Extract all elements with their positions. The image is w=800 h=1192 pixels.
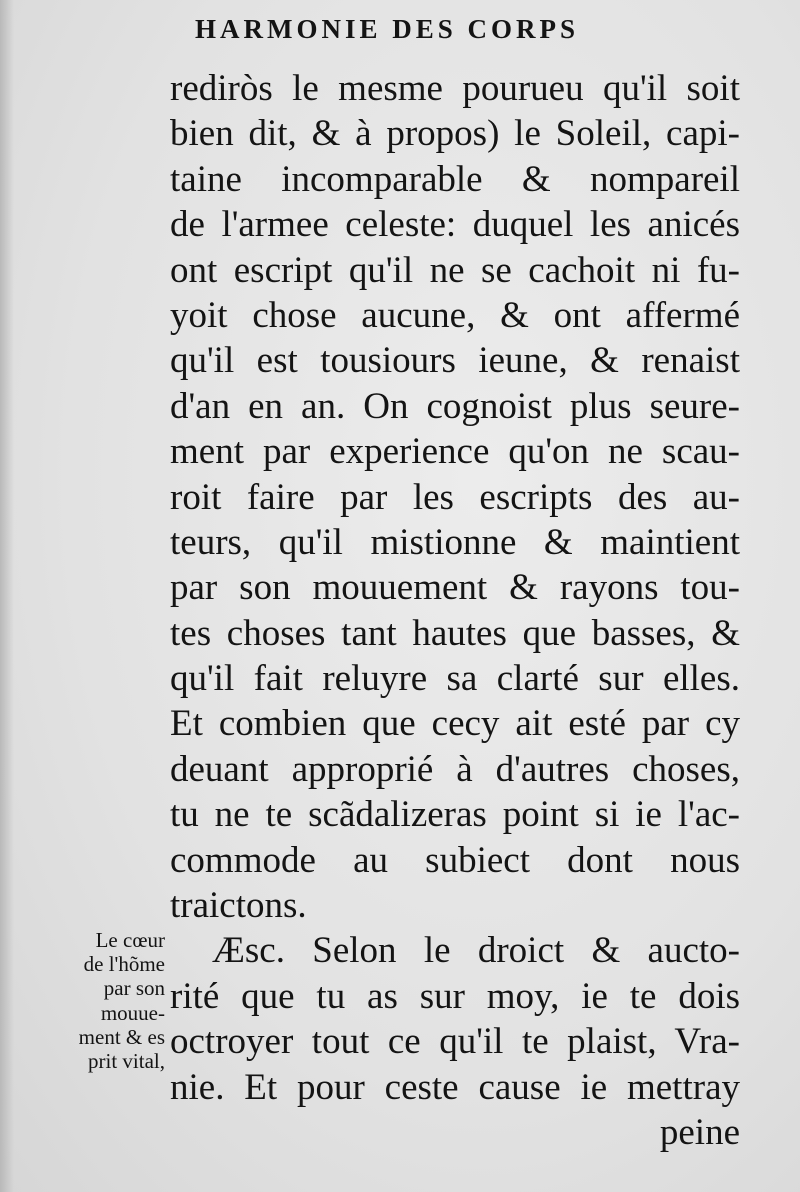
- text-line: roit faire par les escripts des au-: [170, 476, 740, 518]
- text-line: de l'armee celeste: duquel les anicés: [170, 204, 740, 246]
- text-line: deuant approprié à d'autres choses,: [170, 748, 740, 790]
- marginal-note-line: par son: [103, 976, 165, 1001]
- text-line: teurs, qu'il mistionne & maintient: [170, 521, 740, 563]
- text-line: rité que tu as sur moy, ie te dois: [170, 975, 740, 1017]
- text-line: yoit chose aucune, & ont affermé: [170, 294, 740, 336]
- marginal-note: [40, 928, 165, 1073]
- text-line: Et combien que cecy ait esté par cy: [170, 703, 740, 745]
- marginal-note-line: prit vital,: [88, 1049, 165, 1074]
- text-line: commode au subiect dont nous: [170, 839, 740, 881]
- marginal-note-line: de l'hõme: [83, 952, 165, 977]
- text-line: d'an en an. On cognoist plus seure-: [170, 385, 740, 427]
- text-line: ment par experience qu'on ne scau-: [170, 431, 740, 473]
- main-text-block: [170, 66, 740, 1155]
- text-line: nie. Et pour ceste cause ie mettray: [170, 1066, 740, 1108]
- catchword: peine: [659, 1111, 740, 1153]
- text-line: tes choses tant hautes que basses, &: [170, 612, 740, 654]
- text-line: bien dit, & à propos) le Soleil, capi-: [170, 113, 740, 155]
- running-header: HARMONIE DES CORPS: [195, 14, 580, 44]
- marginal-note-line: ment & es: [78, 1024, 165, 1049]
- text-line: tu ne te scãdalizeras point si ie l'ac-: [170, 794, 740, 836]
- text-line: qu'il fait reluyre sa clarté sur elles.: [170, 658, 740, 700]
- text-line: ont escript qu'il ne se cachoit ni fu-: [170, 249, 740, 291]
- page-gutter-shadow: [0, 0, 14, 1192]
- text-line-paragraph-start: Æsc. Selon le droict & aucto-: [212, 930, 740, 972]
- text-line: par son mouuement & rayons tou-: [170, 567, 740, 609]
- marginal-note-line: mouue-: [100, 1000, 165, 1025]
- text-line: rediròs le mesme pourueu qu'il soit: [170, 68, 740, 109]
- text-line: traictons.: [170, 885, 307, 927]
- text-line: octroyer tout ce qu'il te plaist, Vra-: [170, 1021, 740, 1063]
- marginal-note-line: Le cœur: [95, 928, 165, 952]
- text-line: qu'il est tousiours ieune, & renaist: [170, 340, 740, 382]
- text-line: taine incomparable & nompareil: [170, 158, 740, 200]
